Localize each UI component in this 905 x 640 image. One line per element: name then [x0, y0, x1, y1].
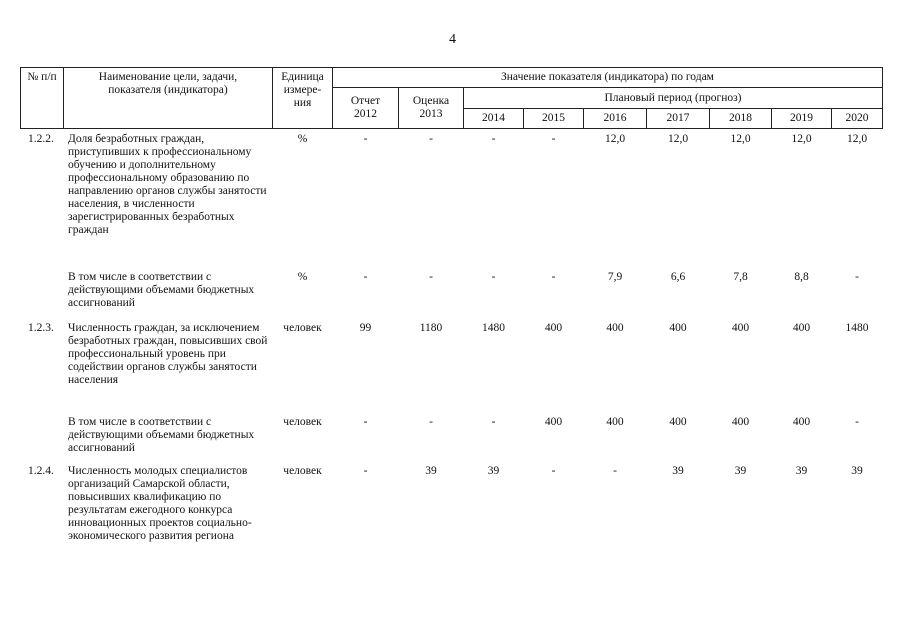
- row-value-2012: -: [363, 133, 368, 145]
- row-unit: человек: [283, 465, 322, 477]
- row-value-2020: -: [855, 271, 859, 283]
- row-value-2016: 7,9: [607, 271, 623, 283]
- header-values: Значение показателя (индикатора) по годам: [332, 67, 883, 88]
- page-number: 4: [449, 32, 456, 47]
- row-value-2019: 39: [795, 465, 808, 477]
- row-value-2013: -: [429, 133, 433, 145]
- row-value-2014: -: [491, 271, 496, 283]
- row-value-2018: 400: [731, 416, 750, 428]
- header-year-2020: 2020: [831, 108, 883, 129]
- row-value-2015: -: [551, 465, 556, 477]
- header-report: Отчет 2012: [332, 87, 399, 129]
- row-value-2017: 400: [669, 416, 687, 428]
- row-value-2018: 39: [734, 465, 747, 477]
- header-no: № п/п: [20, 67, 64, 129]
- row-number: 1.2.4.: [28, 465, 54, 477]
- row-name: Численность молодых специалистов организаций Самарской области, повысивших квалификацию по результатам ежегодного конкурса инновационных проектов социально-экономического развития региона: [68, 465, 252, 542]
- row-number: 1.2.3.: [28, 322, 54, 334]
- row-value-2014: 1480: [482, 322, 505, 334]
- row-value-2018: 12,0: [730, 133, 751, 145]
- row-value-2016: 400: [606, 416, 624, 428]
- row-value-2020: 12,0: [846, 133, 868, 145]
- row-value-2013: -: [429, 416, 433, 428]
- header-year-2015: 2015: [523, 108, 584, 129]
- row-value-2017: 39: [672, 465, 684, 477]
- row-value-2018: 7,8: [733, 271, 748, 283]
- row-name: Доля безработных граждан, приступивших к профессиональному обучению и дополнительному профессиональному образованию по направлению органов службы занятости населения, в численности зарегистрированных безработных граждан: [68, 133, 267, 236]
- row-name: В том числе в соответствии с действующими объемами бюджетных ассигнований: [68, 271, 255, 309]
- row-value-2020: 1480: [845, 322, 869, 334]
- header-unit: Единица измере-ния: [272, 67, 333, 129]
- row-value-2012: -: [363, 271, 368, 283]
- header-name: Наименование цели, задачи, показателя (индикатора): [63, 67, 273, 129]
- row-name: В том числе в соответствии с действующими объемами бюджетных ассигнований: [68, 416, 255, 454]
- row-value-2015: -: [551, 271, 556, 283]
- row-value-2012: -: [363, 465, 368, 477]
- row-value-2016: -: [613, 465, 617, 477]
- header-year-2018: 2018: [709, 108, 772, 129]
- row-value-2017: 12,0: [667, 133, 689, 145]
- row-unit: %: [297, 133, 308, 145]
- row-value-2016: 12,0: [604, 133, 626, 145]
- row-unit: %: [297, 271, 308, 283]
- header-year-2019: 2019: [771, 108, 832, 129]
- row-value-2017: 400: [669, 322, 687, 334]
- header-year-2016: 2016: [583, 108, 647, 129]
- row-unit: человек: [283, 416, 322, 428]
- row-value-2012: -: [363, 416, 368, 428]
- row-value-2014: -: [491, 133, 496, 145]
- row-value-2015: -: [551, 133, 556, 145]
- row-value-2015: 400: [544, 416, 563, 428]
- row-value-2020: -: [855, 416, 859, 428]
- row-value-2019: 400: [792, 416, 811, 428]
- row-value-2018: 400: [731, 322, 750, 334]
- row-value-2019: 8,8: [794, 271, 809, 283]
- row-value-2017: 6,6: [670, 271, 686, 283]
- row-value-2019: 12,0: [791, 133, 812, 145]
- row-value-2012: 99: [359, 322, 372, 334]
- header-year-2014: 2014: [463, 108, 524, 129]
- row-value-2015: 400: [544, 322, 563, 334]
- header-plan: Плановый период (прогноз): [463, 87, 883, 109]
- header-year-2017: 2017: [646, 108, 710, 129]
- row-value-2014: 39: [487, 465, 500, 477]
- row-name: Численность граждан, за исключением безработных граждан, повысивших свой профессиональный уровень при содействии органов службы занятости населения: [68, 322, 268, 386]
- row-value-2019: 400: [792, 322, 811, 334]
- row-value-2016: 400: [606, 322, 624, 334]
- row-number: 1.2.2.: [28, 133, 54, 145]
- row-value-2020: 39: [851, 465, 863, 477]
- header-estimate: Оценка 2013: [398, 87, 464, 129]
- row-value-2013: 1180: [419, 322, 443, 334]
- row-value-2014: -: [491, 416, 496, 428]
- row-unit: человек: [283, 322, 322, 334]
- row-value-2013: 39: [425, 465, 437, 477]
- row-value-2013: -: [429, 271, 433, 283]
